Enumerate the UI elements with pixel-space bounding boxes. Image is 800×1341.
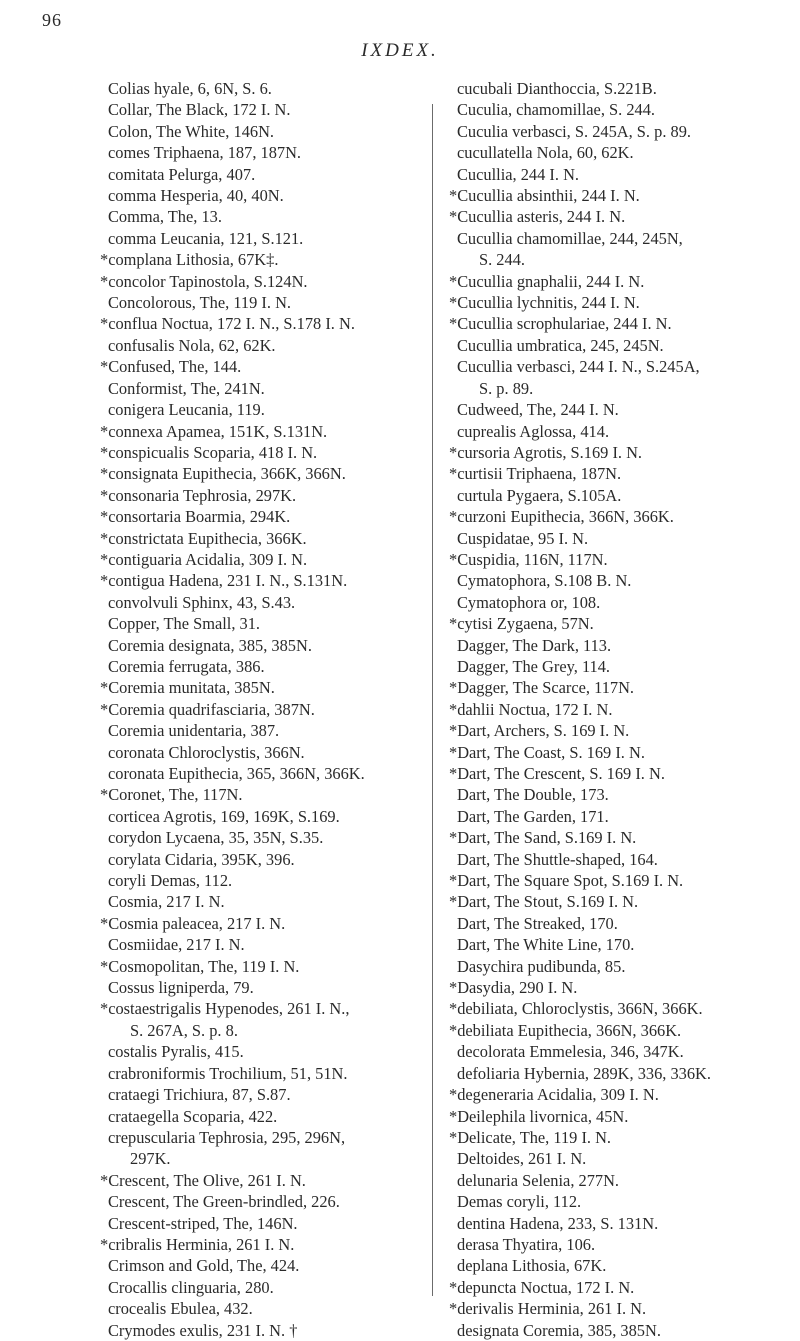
index-entry: *curzoni Eupithecia, 366N, 366K. — [449, 507, 674, 527]
index-entry: Cucullia, 244 I. N. — [457, 164, 580, 184]
index-entry: defoliaria Hybernia, 289K, 336, 336K. — [457, 1063, 711, 1083]
index-entry: deplana Lithosia, 67K. — [457, 1256, 607, 1276]
index-entry: *costaestrigalis Hypenodes, 261 I. N., — [100, 999, 350, 1019]
index-entry: *contigua Hadena, 231 I. N., S.131N. — [100, 571, 348, 591]
index-entry: S. 267A, S. p. 8. — [130, 1020, 238, 1040]
index-entry: *Cucullia asteris, 244 I. N. — [449, 207, 626, 227]
index-entry: Demas coryli, 112. — [457, 1192, 582, 1212]
index-entry: *cursoria Agrotis, S.169 I. N. — [449, 442, 643, 462]
index-entry: Crocallis clinguaria, 280. — [108, 1277, 274, 1297]
index-column-left — [100, 78, 438, 1341]
index-entry: *depuncta Noctua, 172 I. N. — [449, 1277, 635, 1297]
index-entry: crataegi Trichiura, 87, S.87. — [108, 1085, 291, 1105]
index-entry: *conflua Noctua, 172 I. N., S.178 I. N. — [100, 314, 355, 334]
index-entry: Dagger, The Dark, 113. — [457, 635, 612, 655]
index-entry: Cosmiidae, 217 I. N. — [108, 935, 245, 955]
index-entry: costalis Pyralis, 415. — [108, 1042, 244, 1062]
index-entry: comes Triphaena, 187, 187N. — [108, 143, 302, 163]
index-entry: *Crescent, The Olive, 261 I. N. — [100, 1170, 306, 1190]
index-entry: Dagger, The Grey, 114. — [457, 656, 611, 676]
index-entry: coronata Chloroclystis, 366N. — [108, 742, 305, 762]
index-entry: Conformist, The, 241N. — [108, 378, 265, 398]
index-entry: *contiguaria Acidalia, 309 I. N. — [100, 549, 308, 569]
index-entry: *cytisi Zygaena, 57N. — [449, 614, 594, 634]
index-entry: *Dart, The Coast, S. 169 I. N. — [449, 742, 645, 762]
index-entry: *consortaria Boarmia, 294K. — [100, 507, 291, 527]
index-entry: *Coremia quadrifasciaria, 387N. — [100, 699, 315, 719]
index-entry: *Cosmia paleacea, 217 I. N. — [100, 913, 286, 933]
index-entry: Coremia ferrugata, 386. — [108, 656, 265, 676]
index-entry: S. 244. — [479, 250, 525, 270]
index-entry: Crymodes exulis, 231 I. N. † — [108, 1320, 298, 1340]
index-entry: *consignata Eupithecia, 366K, 366N. — [100, 464, 346, 484]
index-entry: *Cucullia lychnitis, 244 I. N. — [449, 293, 640, 313]
index-entry: Concolorous, The, 119 I. N. — [108, 293, 292, 313]
index-entry: Dart, The Double, 173. — [457, 785, 609, 805]
index-entry: Crescent-striped, The, 146N. — [108, 1213, 298, 1233]
column-divider — [432, 104, 433, 1296]
index-entry: S. p. 89. — [479, 378, 534, 398]
index-column-right — [449, 78, 792, 1341]
index-entry: Cossus ligniperda, 79. — [108, 978, 254, 998]
index-entry: Crimson and Gold, The, 424. — [108, 1256, 300, 1276]
index-entry: *constrictata Eupithecia, 366K. — [100, 528, 307, 548]
index-entry: cucullatella Nola, 60, 62K. — [457, 143, 634, 163]
index-entry: confusalis Nola, 62, 62K. — [108, 335, 276, 355]
index-entry: Comma, The, 13. — [108, 207, 222, 227]
index-entry: crataegella Scoparia, 422. — [108, 1106, 278, 1126]
index-entry: Cuspidatae, 95 I. N. — [457, 528, 589, 548]
index-entry: coryli Demas, 112. — [108, 871, 233, 891]
index-entry: *Cuspidia, 116N, 117N. — [449, 549, 608, 569]
index-entry: corticea Agrotis, 169, 169K, S.169. — [108, 806, 340, 826]
index-entry: corydon Lycaena, 35, 35N, S.35. — [108, 828, 324, 848]
index-entry: *Dart, The Crescent, S. 169 I. N. — [449, 764, 665, 783]
index-entry: *curtisii Triphaena, 187N. — [449, 464, 622, 484]
index-entry: comitata Pelurga, 407. — [108, 164, 256, 184]
index-entry: Collar, The Black, 172 I. N. — [108, 100, 291, 120]
index-entry: Cucullia verbasci, 244 I. N., S.245A, — [457, 357, 700, 377]
index-entry: *dahlii Noctua, 172 I. N. — [449, 699, 613, 719]
index-entry: *Cucullia scrophulariae, 244 I. N. — [449, 314, 672, 334]
index-entry: *Coronet, The, 117N. — [100, 785, 243, 805]
index-entry: *debiliata, Chloroclystis, 366N, 366K. — [449, 999, 703, 1019]
index-entry: *degeneraria Acidalia, 309 I. N. — [449, 1085, 659, 1105]
index-entry: *debiliata Eupithecia, 366N, 366K. — [449, 1020, 682, 1040]
index-entry: *Dasydia, 290 I. N. — [449, 978, 578, 998]
index-entry: Cucullia umbratica, 245, 245N. — [457, 335, 664, 355]
index-entry: curtula Pygaera, S.105A. — [457, 485, 622, 505]
index-entry: Coremia unidentaria, 387. — [108, 721, 280, 741]
index-entry: crepuscularia Tephrosia, 295, 296N, — [108, 1127, 346, 1147]
index-entry: *Dagger, The Scarce, 117N. — [449, 678, 635, 698]
index-entry: conigera Leucania, 119. — [108, 400, 265, 420]
index-entry: convolvuli Sphinx, 43, S.43. — [108, 592, 296, 612]
index-entry: *connexa Apamea, 151K, S.131N. — [100, 421, 328, 441]
running-head: IXDEX. — [361, 40, 439, 61]
index-entry: *Dart, The Sand, S.169 I. N. — [449, 828, 637, 848]
index-entry: comma Leucania, 121, S.121. — [108, 228, 304, 248]
index-entry: Deltoides, 261 I. N. — [457, 1149, 587, 1169]
index-entry: *Delicate, The, 119 I. N. — [449, 1127, 612, 1147]
index-entry: Cuculia, chamomillae, S. 244. — [457, 100, 656, 120]
index-entry: *complana Lithosia, 67K‡. — [100, 250, 279, 270]
index-entry: Cymatophora, S.108 B. N. — [457, 571, 632, 591]
index-entry: *Dart, The Stout, S.169 I. N. — [449, 892, 639, 912]
index-entry: Colias hyale, 6, 6N, S. 6. — [108, 79, 272, 98]
index-entry: Cucullia chamomillae, 244, 245N, — [457, 228, 683, 248]
index-entry: comma Hesperia, 40, 40N. — [108, 186, 284, 206]
index-entry: designata Coremia, 385, 385N. — [457, 1320, 661, 1340]
index-entry: *conspicualis Scoparia, 418 I. N. — [100, 442, 318, 462]
page-number: 96 — [42, 10, 62, 30]
index-entry: cucubali Dianthoccia, S.221B. — [457, 79, 657, 98]
index-entry: *derivalis Herminia, 261 I. N. — [449, 1299, 647, 1319]
index-entry: Colon, The White, 146N. — [108, 121, 275, 141]
index-entry: coronata Eupithecia, 365, 366N, 366K. — [108, 764, 365, 783]
index-entry: Dart, The Shuttle-shaped, 164. — [457, 849, 658, 869]
index-entry: Crescent, The Green-brindled, 226. — [108, 1192, 340, 1212]
index-entry: *Cucullia gnaphalii, 244 I. N. — [449, 271, 645, 291]
index-entry: *Cucullia absinthii, 244 I. N. — [449, 186, 640, 206]
index-entry: dentina Hadena, 233, S. 131N. — [457, 1213, 659, 1233]
index-entry: Dart, The Streaked, 170. — [457, 913, 618, 933]
index-entry: Cosmia, 217 I. N. — [108, 892, 225, 912]
index-entry: delunaria Selenia, 277N. — [457, 1170, 620, 1190]
index-entry: corylata Cidaria, 395K, 396. — [108, 849, 295, 869]
index-entry: Copper, The Small, 31. — [108, 614, 261, 634]
index-entry: *concolor Tapinostola, S.124N. — [100, 271, 308, 291]
index-entry: Cudweed, The, 244 I. N. — [457, 400, 619, 420]
index-entry: *consonaria Tephrosia, 297K. — [100, 485, 297, 505]
index-entry: Dasychira pudibunda, 85. — [457, 956, 626, 976]
index-entry: 297K. — [130, 1149, 171, 1169]
index-entry: crocealis Ebulea, 432. — [108, 1299, 253, 1319]
index-entry: cuprealis Aglossa, 414. — [457, 421, 610, 441]
index-entry: Cuculia verbasci, S. 245A, S. p. 89. — [457, 121, 691, 141]
index-entry: derasa Thyatira, 106. — [457, 1234, 596, 1254]
index-entry: *Cosmopolitan, The, 119 I. N. — [100, 956, 300, 976]
index-entry: *cribralis Herminia, 261 I. N. — [100, 1234, 295, 1254]
index-entry: *Confused, The, 144. — [100, 357, 242, 377]
index-entry: crabroniformis Trochilium, 51, 51N. — [108, 1063, 348, 1083]
index-entry: decolorata Emmelesia, 346, 347K. — [457, 1042, 684, 1062]
index-entry: Coremia designata, 385, 385N. — [108, 635, 312, 655]
index-entry: *Deilephila livornica, 45N. — [449, 1106, 629, 1126]
index-entry: Cymatophora or, 108. — [457, 592, 601, 612]
index-entry: *Coremia munitata, 385N. — [100, 678, 275, 698]
index-entry: *Dart, The Square Spot, S.169 I. N. — [449, 871, 684, 891]
index-entry: *Dart, Archers, S. 169 I. N. — [449, 721, 630, 741]
index-entry: Dart, The Garden, 171. — [457, 806, 609, 826]
index-entry: Dart, The White Line, 170. — [457, 935, 635, 955]
